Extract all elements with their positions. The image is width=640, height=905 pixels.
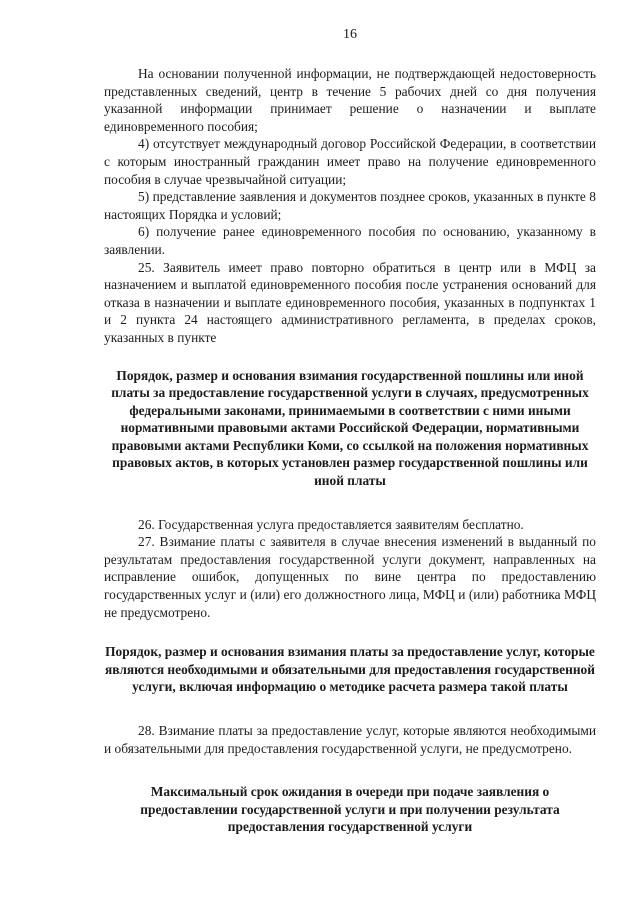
page-number: 16: [343, 27, 357, 42]
paragraphs-top: [104, 65, 596, 347]
paragraph: 28. Взимание платы за предоставление услуг, которые являются необходимыми и обязательными для предоставления государственной услуги, не предусмотрено.: [104, 723, 596, 756]
paragraph: 26. Государственная услуга предоставляется заявителям бесплатно.: [138, 516, 524, 532]
section-heading-state-fee: Порядок, размер и основания взимания государственной пошлины или иной платы за предоставление государственной услуги в случаях, предусмотренных федеральными законами, принимаемыми в соответствии с ними иными нормативными правовыми актами Российской Федерации, нормативными правовыми актами Республики Коми, со ссылкой на положения нормативных правовых актов, в которых установлен размер государственной пошлины или иной платы: [111, 367, 589, 489]
paragraph: 27. Взимание платы с заявителя в случае внесения изменений в выданный по результатам предоставления государственной услуги документ, направленных на исправление ошибок, допущенных по вине центра по предоставлению государственных услуг и (или) его должностного лица, МФЦ и (или) работника МФЦ не предусмотрено.: [104, 534, 596, 620]
paragraph: 6) получение ранее единовременного пособия по основанию, указанному в заявлении.: [104, 224, 596, 257]
paragraphs-bottom: [104, 722, 596, 757]
paragraph: 5) представление заявления и документов позднее сроков, указанных в пункте 8 настоящих Порядка и условий;: [104, 189, 596, 222]
paragraph: На основании полученной информации, не подтверждающей недостоверность представленных сведений, центр в течение 5 рабочих дней со дня получения указанной информации принимает решение о назначении и выплате единовременного пособия;: [104, 66, 596, 134]
paragraphs-middle: [104, 516, 596, 622]
paragraph: 4) отсутствует международный договор Российской Федерации, в соответствии с которым иностранный гражданин имеет право на получение единовременного пособия в случае чрезвычайной ситуации;: [104, 136, 596, 187]
section-heading-queue-time: Максимальный срок ожидания в очереди при подаче заявления о предоставлении государственной услуги и при получении результата предоставления государственной услуги: [140, 784, 560, 835]
paragraph: 25. Заявитель имеет право повторно обратиться в центр или в МФЦ за назначением и выплатой единовременного пособия после устранения оснований для отказа в назначении и выплате единовременного пособия, указанных в подпунктах 1 и 2 пункта 24 настоящего административного регламента, в пределах сроков, указанных в пункте: [104, 259, 596, 345]
section-heading-mandatory-services-fee: Порядок, размер и основания взимания платы за предоставление услуг, которые являются необходимыми и обязательными для предоставления государственной услуги, включая информацию о методике расчета размера такой платы: [105, 644, 595, 695]
